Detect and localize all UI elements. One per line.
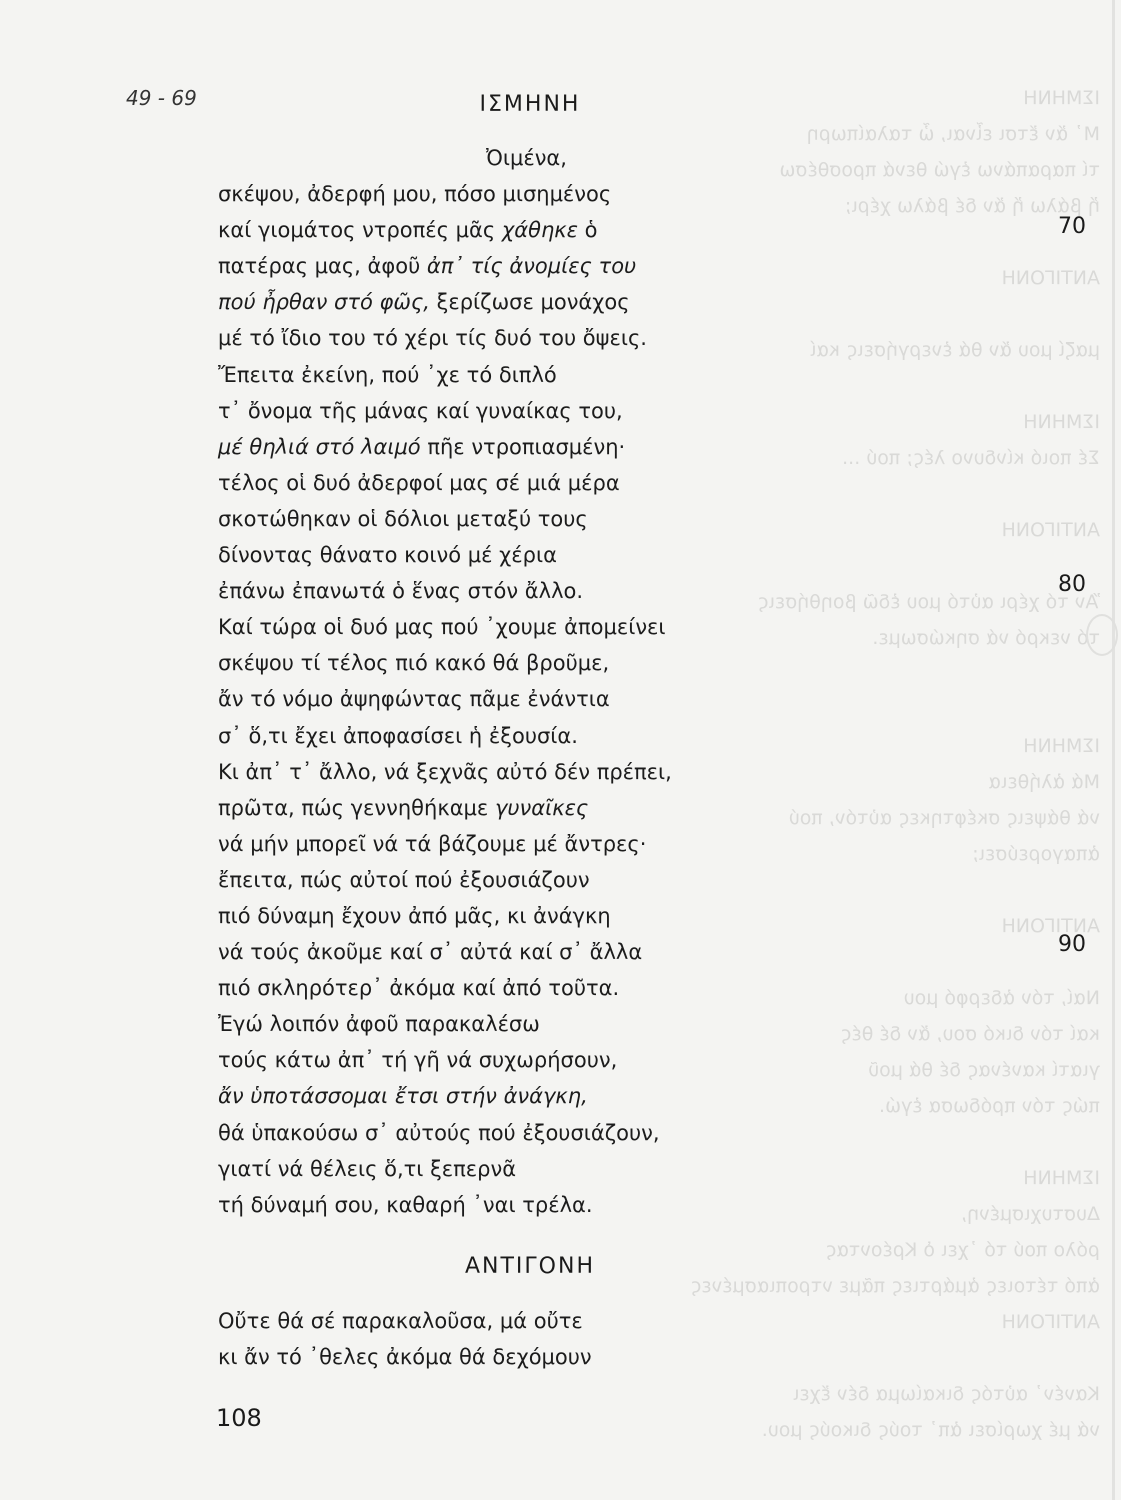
verse-line [218,718,1018,754]
verse-line [218,320,1018,356]
verse-segment: σκοτώθηκαν οἱ δόλιοι μεταξύ τους [218,506,588,531]
verse-segment: πῆε ντροπιασμένη· [420,434,626,459]
verse-segment-italic: γυναῖκες [494,795,589,820]
verse-line [218,1187,1018,1223]
verse-line [218,754,1018,790]
verse-segment: πατέρας μας, ἀφοῦ [218,254,427,279]
verse-line [218,934,1018,970]
verse-line [218,1303,1018,1339]
verse-segment: τ᾽ ὄνομα τῆς μάνας καί γυναίκας του, [218,398,623,423]
verse-segment: ἔπειτα, πώς αὐτοί πού ἐξουσιάζουν [218,867,590,892]
speaker-heading-antigone: ΑΝΤΙΓΟΝΗ [464,1254,595,1279]
verse-segment: Οὔτε θά σέ παρακαλοῦσα, μά οὔτε [218,1309,583,1333]
verse-line [218,1339,1018,1375]
verse-line [218,176,1018,212]
verse-segment-italic: χάθηκε [501,218,578,243]
verse-line [218,898,1018,934]
verse-line [218,1006,1018,1042]
verse-line [218,790,1018,826]
verse-segment: Ὀιμένα, [486,146,567,170]
verse-line [218,140,1018,176]
verse-line [218,465,1018,501]
verse-line [218,1115,1018,1151]
verse-segment: σκέψου τί τέλος πιό κακό θά βροῦμε, [218,651,610,676]
page-number: 108 [216,1404,262,1432]
verse-segment: σ᾽ ὅ,τι ἔχει ἀποφασίσει ἡ ἐξουσία. [218,723,578,748]
verse-segment: Καί τώρα οἱ δυό μας πού ᾽χουμε ἀπομείνει [218,615,666,640]
verse-segment: ἐπάνω ἐπανωτά ὁ ἕνας στόν ἄλλο. [218,579,584,604]
verse-segment: πρῶτα, πώς γεννηθήκαμε [218,795,495,820]
verse-segment: τέλος οἱ δυό ἀδερφοί μας σέ μιά μέρα [218,470,620,495]
verse-line [218,681,1018,717]
verse-segment-italic: ἀπ᾽ τίς ἀνομίες του [426,254,637,279]
verse-segment: Ἐγώ λοιπόν ἀφοῦ παρακαλέσω [218,1012,540,1037]
verse-segment: τή δύναμή σου, καθαρή ᾽ναι τρέλα. [218,1192,593,1217]
verse-line [218,284,1018,320]
verse-line [218,645,1018,681]
verse-segment: ἄν τό νόμο ἀψηφώντας πᾶμε ἐνάντια [218,687,610,712]
verse-segment: κι ἄν τό ᾽θελες ἀκόμα θά δεχόμουν [218,1345,592,1370]
bleed-through-emblem-icon [1086,614,1118,656]
verse-segment: ξερίζωσε μονάχος [429,290,630,315]
verse-segment: Ἔπειτα ἐκείνη, πού ᾽χε τό διπλό [218,362,557,387]
verse-segment: σκέψου, ἀδερφή μου, πόσο μισημένος [218,182,612,207]
verse-line [218,357,1018,393]
line-range-marker: 49 - 69 [126,86,197,110]
verse-segment: θά ὑπακούσω σ᾽ αὐτούς πού ἐξουσιάζουν, [218,1120,660,1145]
verse-segment-italic: μέ θηλιά στό λαιμό [218,434,421,459]
verse-segment: ὁ [577,218,598,243]
verse-block [218,140,1018,1223]
verse-segment: Κι ἀπ᾽ τ᾽ ἄλλο, νά ξεχνᾶς αὐτό δέν πρέπει, [218,759,672,784]
verse-line [218,609,1018,645]
line-number-80: 80 [1058,572,1086,597]
bleed-through-reverse-page: ΙΣΜΗΝΗ Μ᾽ ἄν ἔτσι εἶναι, ὦ ταλαίπωρη τί παραπάνω ἐγώ θενά προσθέσω ἤ βάλω ἤ ἄν δέ βάλω χέρι; ΑΝΤΙΓΟΝΗ μαζί μου ἄν θά ἐνεργήσεις καί ΙΣΜΗΝΗ Σέ ποιό κίνδυνο λές; πού ... ΑΝΤΙΓΟΝΗ Ἄν τό χέρι αὐτό μου ἐδῶ βοηθήσεις τό νεκρό νά σηκώσωμε. ΙΣΜΗΝΗ Μά ἀλήθεια νά θάψεις σκέφτηκες αὐτόν, πού ἀπαγορεύσει; ΑΝΤΙΓΟΝΗ Ναί, τόν ἀδερφό μου καί τόν δικό σου, ἄν δέ θές γιατί κανένας δέ θά μοῦ πώς τόν πρόδωσα ἐγώ. ΙΣΜΗΝΗ Δυστυχισμένη, ρόλο πού τό ᾽χει ὁ Κρέοντας ἀπό τέτοιες ἀμάρτιες πᾶμε ντροπιασμένες ΑΝΤΙΓΟΝΗ Κανέν᾽ αὐτός δικαίωμα δέν ἔχει νά μέ χωρίσει ἀπ᾽ τούς δικούς μου. [690,87,1100,1441]
verse-line [218,1078,1018,1114]
verse-segment-italic: ἄν ὑποτάσσομαι ἔτσι στήν ἀνάγκη, [218,1084,588,1109]
line-number-90: 90 [1058,932,1086,957]
line-number-70: 70 [1058,214,1086,239]
verse-segment: πιό σκληρότερ᾽ ἀκόμα καί ἀπό τοῦτα. [218,976,620,1001]
verse-line [218,537,1018,573]
verse-line [218,1151,1018,1187]
verse-line [218,429,1018,465]
verse-line [218,248,1018,284]
verse-segment: πιό δύναμη ἔχουν ἀπό μᾶς, κι ἀνάγκη [218,903,611,928]
verse-line [218,826,1018,862]
verse-segment: καί γιομάτος ντροπές μᾶς [218,218,502,243]
verse-block-2 [218,1303,1018,1375]
verse-segment: μέ τό ἴδιο του τό χέρι τίς δυό του ὄψεις. [218,326,647,351]
verse-line [218,970,1018,1006]
verse-line [218,501,1018,537]
verse-segment: νά τούς ἀκοῦμε καί σ᾽ αὐτά καί σ᾽ ἄλλα [218,940,643,965]
verse-line [218,1042,1018,1078]
speaker-heading-ismene: ΙΣΜΗΝΗ [479,92,581,117]
verse-line [218,212,1018,248]
verse-segment: νά μήν μπορεῖ νά τά βάζουμε μέ ἄντρες· [218,831,647,856]
verse-line [218,573,1018,609]
verse-segment: δίνοντας θάνατο κοινό μέ χέρια [218,543,557,568]
verse-line [218,862,1018,898]
verse-line [218,393,1018,429]
verse-segment-italic: πού ἦρθαν στό φῶς, [218,290,430,315]
page-edge-line [1112,0,1115,1500]
verse-segment: γιατί νά θέλεις ὅ,τι ξεπερνᾶ [218,1156,517,1181]
verse-segment: τούς κάτω ἀπ᾽ τή γῆ νά συχωρήσουν, [218,1048,618,1073]
